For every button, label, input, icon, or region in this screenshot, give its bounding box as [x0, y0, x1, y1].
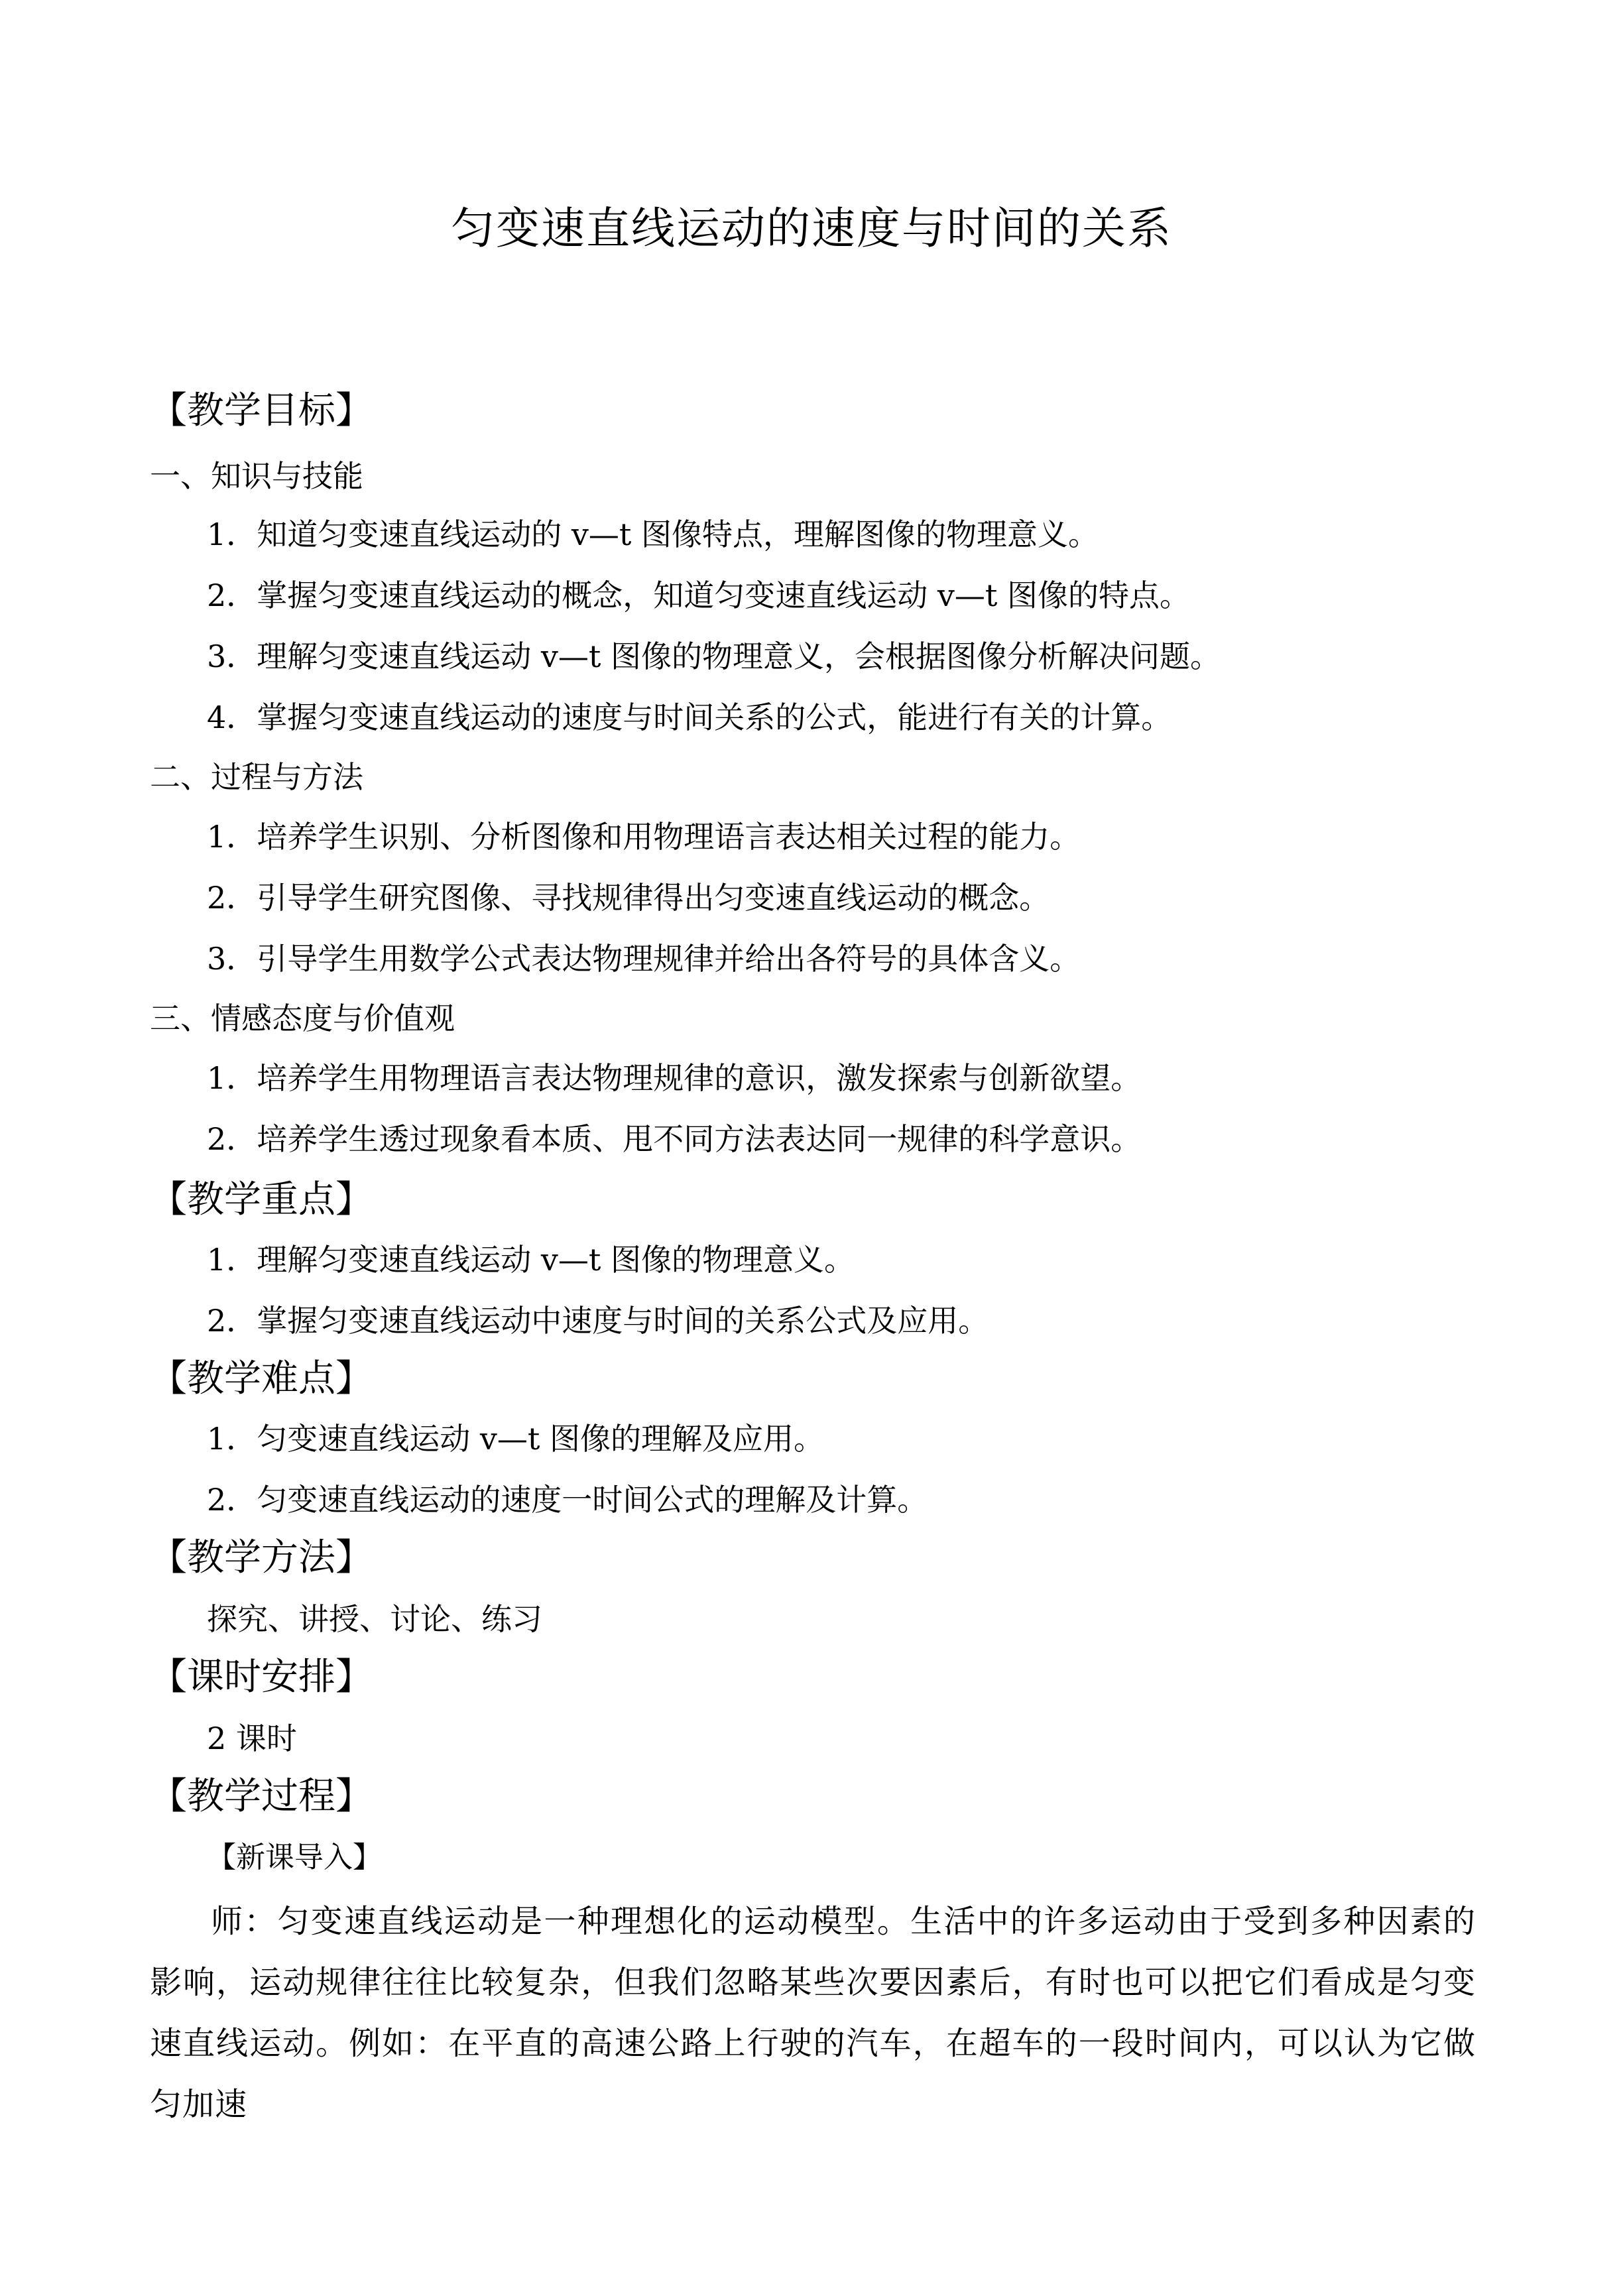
objective-item: 3．理解匀变速直线运动 v—t 图像的物理意义，会根据图像分析解决问题。 [207, 638, 1221, 674]
methods-text: 探究、讲授、讨论、练习 [207, 1601, 542, 1637]
objective-item: 1．培养学生用物理语言表达物理规律的意识，激发探索与创新欲望。 [207, 1060, 1142, 1096]
objectives-group-process-label: 二、过程与方法 [150, 759, 363, 795]
objectives-group-knowledge-label: 一、知识与技能 [150, 458, 363, 494]
objective-item: 2．培养学生透过现象看本质、甩不同方法表达同一规律的科学意识。 [207, 1121, 1142, 1157]
objective-item: 2．掌握匀变速直线运动的概念，知道匀变速直线运动 v—t 图像的特点。 [207, 577, 1190, 613]
objective-item: 3．引导学生用数学公式表达物理规律并给出各符号的具体含义。 [207, 941, 1081, 977]
difficulties-heading: 【教学难点】 [150, 1357, 373, 1400]
difficulty-item: 1．匀变速直线运动 v—t 图像的理解及应用。 [207, 1421, 824, 1457]
intro-paragraph: 师：匀变速直线运动是一种理想化的运动模型。生活中的许多运动由于受到多种因素的影响，运动规律往往比较复杂，但我们忽略某些次要因素后，有时也可以把它们看成是匀变速直线运动。例如：在平直的高速公路上行驶的汽车，在超车的一段时间内，可以认为它做匀加速 [150, 1903, 1476, 2123]
key-point-item: 2．掌握匀变速直线运动中速度与时间的关系公式及应用。 [207, 1303, 989, 1339]
schedule-heading: 【课时安排】 [150, 1656, 373, 1699]
objective-item: 2．引导学生研究图像、寻找规律得出匀变速直线运动的概念。 [207, 880, 1050, 916]
objective-item: 4．掌握匀变速直线运动的速度与时间关系的公式，能进行有关的计算。 [207, 699, 1172, 735]
objectives-heading: 【教学目标】 [150, 389, 373, 432]
methods-heading: 【教学方法】 [150, 1536, 373, 1579]
objective-item: 1．培养学生识别、分析图像和用物理语言表达相关过程的能力。 [207, 819, 1081, 855]
process-heading: 【教学过程】 [150, 1775, 373, 1818]
key-points-heading: 【教学重点】 [150, 1178, 373, 1221]
key-point-item: 1．理解匀变速直线运动 v—t 图像的物理意义。 [207, 1242, 855, 1278]
schedule-text: 2 课时 [207, 1721, 297, 1756]
new-lesson-intro-heading: 【新课导入】 [207, 1841, 382, 1874]
objectives-group-values-label: 三、情感态度与价值观 [150, 1000, 455, 1036]
document-title: 匀变速直线运动的速度与时间的关系 [451, 203, 1172, 254]
objective-item: 1．知道匀变速直线运动的 v—t 图像特点，理解图像的物理意义。 [207, 516, 1099, 552]
difficulty-item: 2．匀变速直线运动的速度一时间公式的理解及计算。 [207, 1482, 928, 1518]
